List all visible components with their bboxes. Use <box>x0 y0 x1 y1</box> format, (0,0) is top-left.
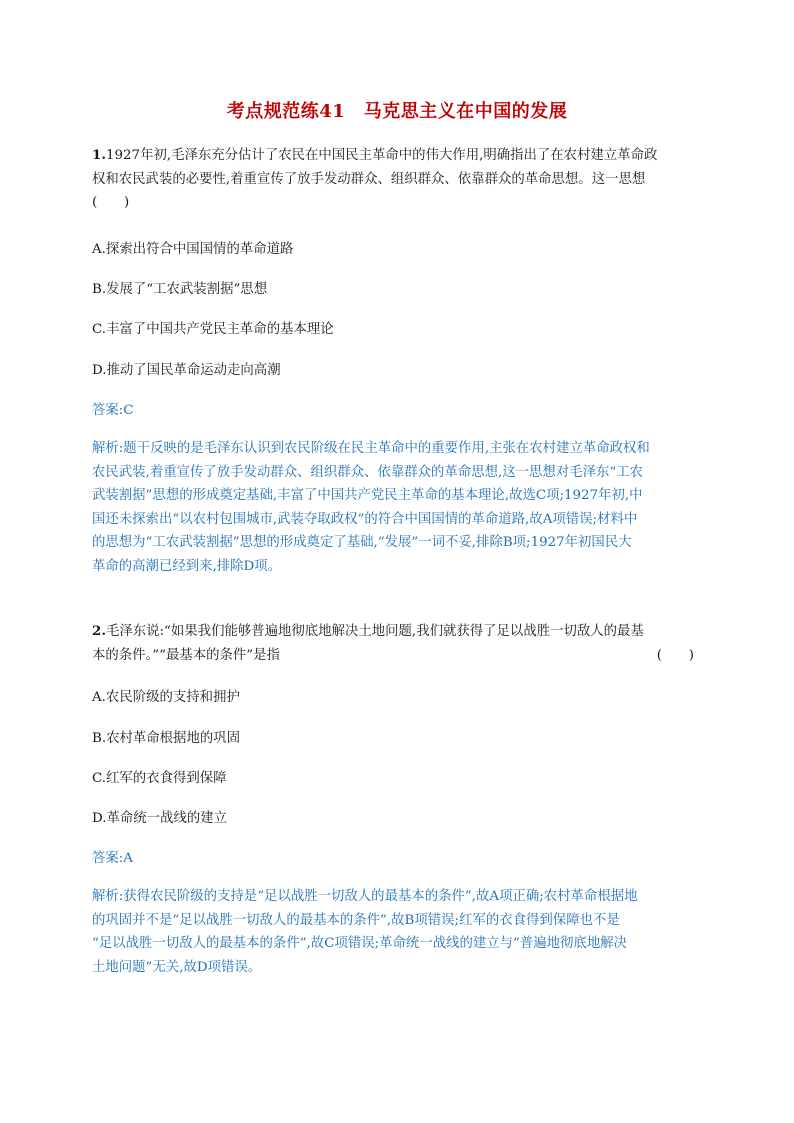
question-2-analysis-line-4: 土地问题”无关,故D项错误。 <box>92 959 262 975</box>
question-2-analysis-label: 解析: <box>92 889 124 904</box>
question-1-analysis-line-4: 国还未探索出“以农村包围城市,武装夺取政权”的符合中国国情的革命道路,故A项错误;材料中 <box>92 511 638 527</box>
question-2-answer <box>92 849 133 869</box>
question-1-analysis-label: 解析: <box>92 441 124 456</box>
question-2-stem-line-1: 2.毛泽东说:“如果我们能够普遍地彻底地解决土地问题,我们就获得了足以战胜一切敌人的最基 <box>92 623 644 639</box>
question-1-answer-value: C <box>123 403 134 418</box>
question-1-analysis-line-2: 农民武装,着重宣传了放手发动群众、组织群众、依靠群众的革命思想,这一思想对毛泽东“工农 <box>92 464 643 480</box>
question-2-stem-line-2: 本的条件。”“最基本的条件”是指 ( ) <box>92 644 702 668</box>
question-1-answer-paren: ( ) <box>92 195 130 210</box>
question-2-answer-value: A <box>123 851 133 866</box>
question-2-answer-label: 答案: <box>92 851 124 866</box>
question-1-analysis <box>92 437 702 578</box>
question-1-stem-line-2: 权和农民武装的必要性,着重宣传了放手发动群众、组织群众、依靠群众的革命思想。这一思想 <box>92 171 646 187</box>
question-2-analysis-line-1: 解析:获得农民阶级的支持是“足以战胜一切敌人的最基本的条件”,故A项正确;农村革命根据地 <box>92 889 638 904</box>
question-1-number: 1. <box>92 147 106 163</box>
question-2-option-b: B.农村革命根据地的巩固 <box>92 731 241 746</box>
question-2-answer-paren: ( ) <box>656 647 694 663</box>
question-2-option-d: D.革命统一战线的建立 <box>92 811 228 826</box>
question-1-stem <box>92 144 702 215</box>
question-1-option-b: B.发展了“工农武装割据”思想 <box>92 282 268 297</box>
question-2-analysis <box>92 885 702 979</box>
question-2-number: 2. <box>92 623 106 639</box>
question-2-analysis-line-2: 的巩固并不是“足以战胜一切敌人的最基本的条件”,故B项错误;红军的衣食得到保障也不是 <box>92 912 620 928</box>
question-1-analysis-line-3: 武装割据”思想的形成奠定基础,丰富了中国共产党民主革命的基本理论,故选C项;1927年初,中 <box>92 488 643 503</box>
question-1-answer <box>92 401 134 421</box>
question-2-option-a: A.农民阶级的支持和拥护 <box>92 690 240 705</box>
question-1-option-a: A.探索出符合中国国情的革命道路 <box>92 242 294 257</box>
question-2-analysis-line-3: “足以战胜一切敌人的最基本的条件”,故C项错误;革命统一战线的建立与“普遍地彻底地解决 <box>92 936 628 951</box>
question-1-option-d: D.推动了国民革命运动走向高潮 <box>92 363 281 378</box>
question-1-answer-label: 答案: <box>92 403 124 418</box>
question-1-stem-line-1: 1.1927年初,毛泽东充分估计了农民在中国民主革命中的伟大作用,明确指出了在农村建立革命政 <box>92 147 658 163</box>
question-2-stem <box>92 620 702 667</box>
question-2-option-c: C.红军的衣食得到保障 <box>92 771 227 786</box>
question-1-analysis-line-6: 革命的高潮已经到来,排除D项。 <box>92 558 282 574</box>
question-1-analysis-line-5: 的思想为“工农武装割据”思想的形成奠定了基础,“发展”一词不妥,排除B项;1927年初国民大 <box>92 535 632 550</box>
page-title: 考点规范练41 马克思主义在中国的发展 <box>226 101 568 122</box>
question-1-analysis-line-1: 解析:题干反映的是毛泽东认识到农民阶级在民主革命中的重要作用,主张在农村建立革命政权和 <box>92 441 650 456</box>
question-1-option-c: C.丰富了中国共产党民主革命的基本理论 <box>92 322 334 337</box>
